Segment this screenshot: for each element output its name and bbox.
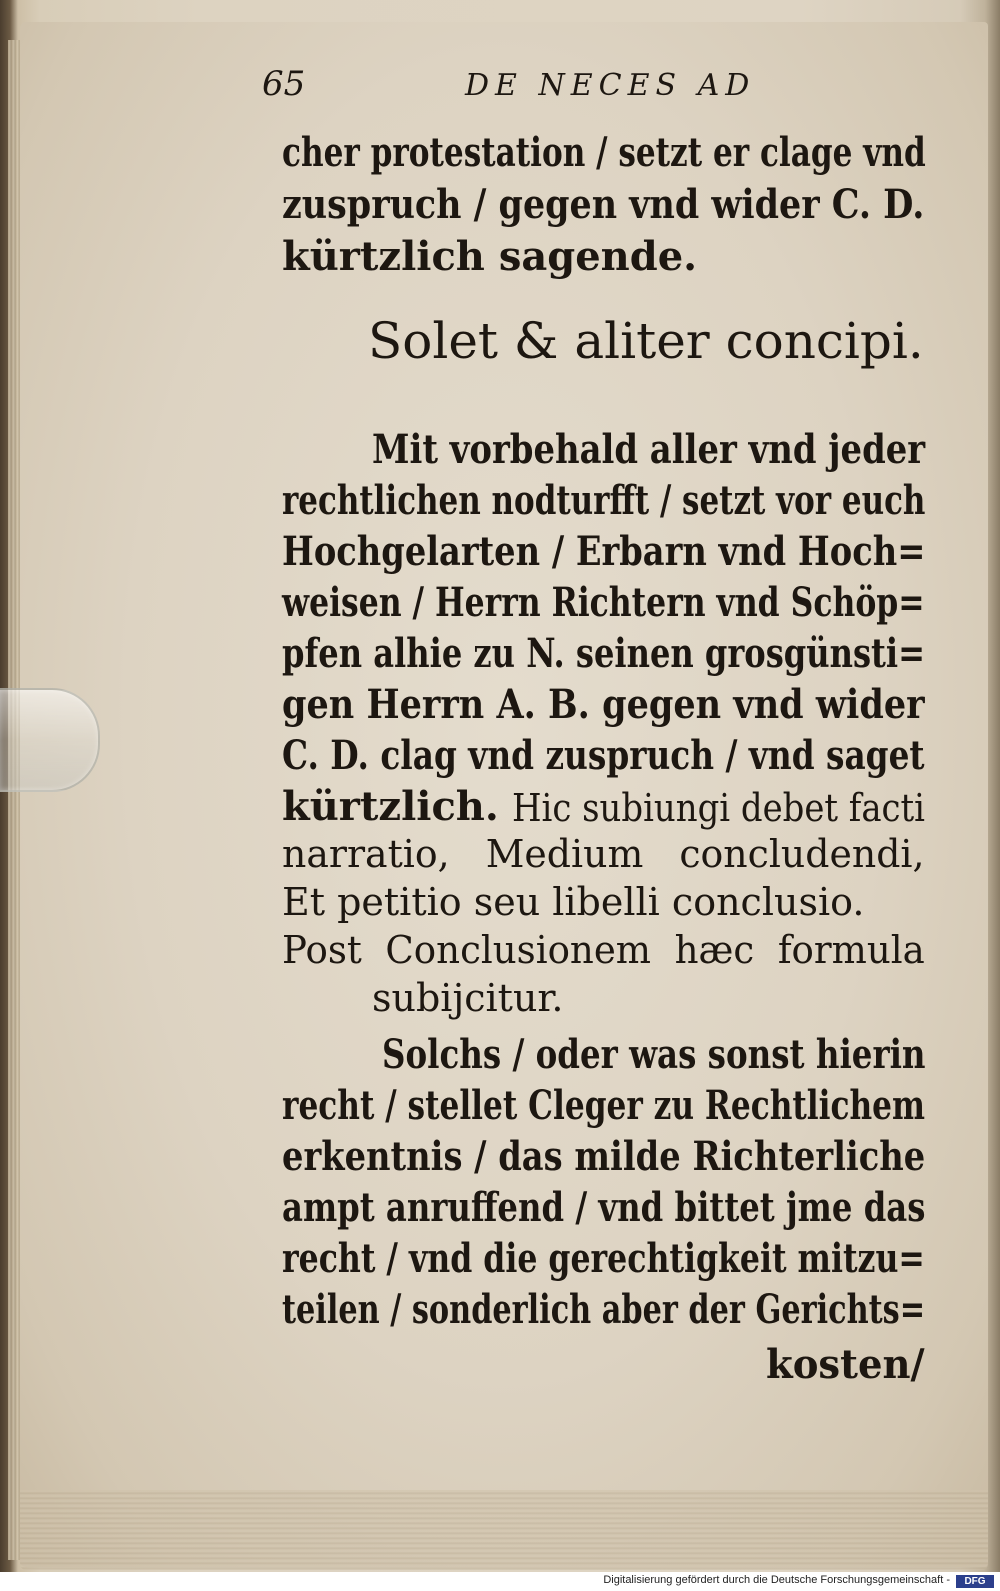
text-line-latin: Post Conclusionem hæc formula bbox=[282, 928, 925, 972]
text-line: gen Herrn A. B. gegen vnd wider bbox=[282, 681, 925, 728]
glass-clip bbox=[0, 688, 100, 792]
dfg-logo: DFG bbox=[956, 1575, 994, 1588]
page-stack-bottom bbox=[20, 1490, 988, 1570]
folio-number: 65 bbox=[262, 64, 306, 104]
text-line-latin: Hic subiungi debet facti bbox=[512, 786, 926, 830]
catchword: kosten/ bbox=[766, 1341, 925, 1388]
text-line: zuspruch / gegen vnd wider C. D. bbox=[282, 181, 925, 228]
text-line: ampt anruffend / vnd bittet jme das bbox=[282, 1184, 926, 1231]
text-line: recht / stellet Cleger zu Rechtlichem bbox=[282, 1082, 926, 1129]
text-line-latin: narratio, Medium concludendi, bbox=[282, 832, 925, 876]
text-line: cher protestation / setzt er clage vnd bbox=[282, 129, 926, 176]
text-line: Hochgelarten / Erbarn vnd Hoch= bbox=[282, 528, 926, 575]
text-line: pfen alhie zu N. seinen grosgünsti= bbox=[282, 630, 926, 677]
text-line: Mit vorbehald aller vnd jeder bbox=[372, 426, 926, 473]
text-line: recht / vnd die gerechtigkeit mitzu= bbox=[282, 1235, 925, 1282]
text-line: rechtlichen nodturfft / setzt vor euch bbox=[282, 477, 926, 524]
footer-credit: Digitalisierung gefördert durch die Deutsche Forschungsgemeinschaft - bbox=[603, 1574, 950, 1586]
text-line-latin: subijcitur. bbox=[372, 976, 564, 1020]
text-line: kürtzlich. bbox=[282, 783, 499, 830]
text-line: weisen / Herrn Richtern vnd Schöp= bbox=[282, 579, 925, 626]
section-title: Solet & aliter concipi. bbox=[368, 312, 924, 370]
text-line: erkentnis / das milde Richterliche bbox=[282, 1133, 926, 1180]
text-line-latin: Et petitio seu libelli conclusio. bbox=[282, 880, 865, 924]
text-line: C. D. clag vnd zuspruch / vnd saget bbox=[282, 732, 925, 779]
digitization-footer bbox=[0, 1572, 1000, 1591]
text-line: teilen / sonderlich aber der Gerichts= bbox=[282, 1286, 926, 1333]
text-line: Solchs / oder was sonst hierin bbox=[382, 1031, 926, 1078]
running-title: DE NECES AD bbox=[465, 68, 756, 103]
text-line: kürtzlich sagende. bbox=[282, 233, 698, 280]
